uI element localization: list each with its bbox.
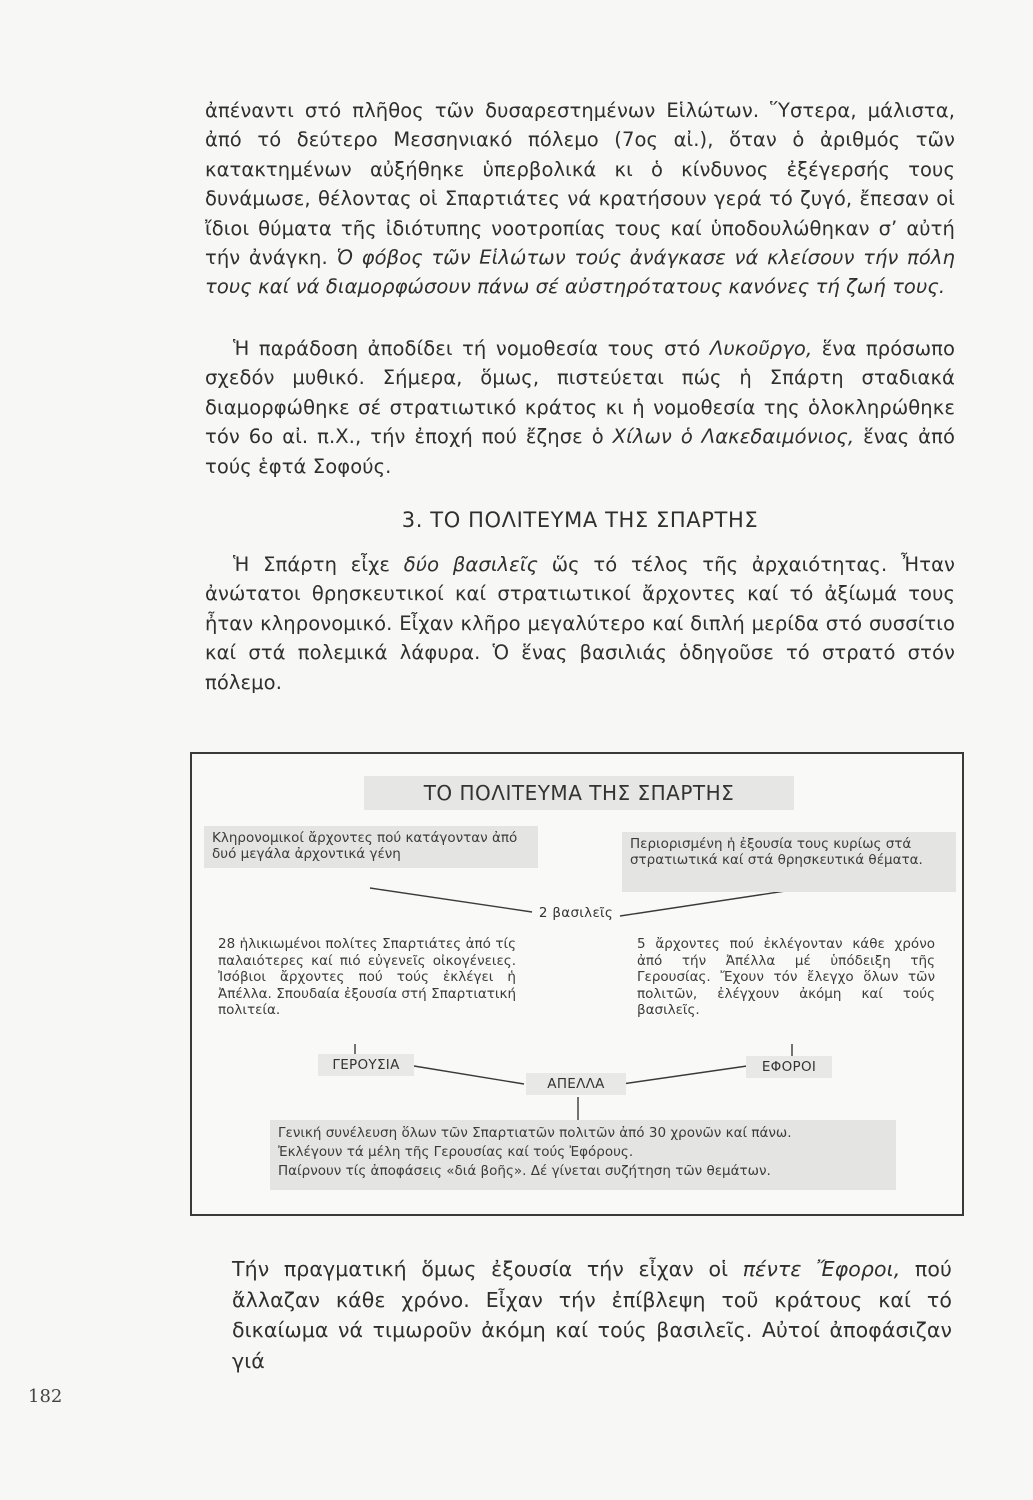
paragraph-helots-text: ἀπέναντι στό πλῆθος τῶν δυσαρεστημένων Εἱλώτων. Ὕστερα, μάλιστα, ἀπό τό δεύτερο Μεσσηνιακό πόλεμο (7ος αἰ.), ὅταν ὁ ἀριθμός τῶν κατακτημένων αὐξήθηκε ὑπερβολικά κι ὁ κίνδυνος ἐξέγερσής τους δυνάμωσε, θέλοντας οἱ Σπαρτιάτες νά κρατήσουν γερά τό ζυγό, ἔπεσαν οἱ ἴδιοι θύματα τῆς ἰδιότυπης νοοτροπίας τους καί ὑποδουλώθηκαν σ’ αὐτή τήν ἀνάγκη.	[205, 99, 955, 270]
apella-description-box	[270, 1120, 896, 1190]
apella-line-3: Παίρνουν τίς ἀποφάσεις «διά βοῆς». Δέ γίνεται συζήτηση τῶν θεμάτων.	[278, 1163, 771, 1179]
section-heading: 3. ΤΟ ΠΟΛΙΤΕΥΜΑ ΤΗΣ ΣΠΑΡΤΗΣ	[401, 508, 759, 532]
paragraph-legislation-text-c: ἕνας ἀπό τούς ἑφτά Σοφούς.	[205, 425, 955, 478]
paragraph-kings	[205, 550, 955, 697]
paragraph-ephors-text-b: πού ἄλλαζαν κάθε χρόνο. Εἶχαν τήν ἐπίβλεψη τοῦ κράτους καί τό δικαίωμα νά τιμωροῦν ἀκόμη καί τούς βασιλεῖς. Αὐτοί ἀποφάσιζαν γιά	[232, 1257, 952, 1373]
paragraph-helots	[205, 96, 955, 302]
apella-line-1: Γενική συνέλευση ὅλων τῶν Σπαρτιατῶν πολιτῶν ἀπό 30 χρονῶν καί πάνω.	[278, 1125, 792, 1141]
paragraph-ephors-text-a: Τήν πραγματική ὅμως ἐξουσία τήν εἶχαν οἱ	[232, 1257, 743, 1281]
paragraph-kings-text-a: Ἡ Σπάρτη εἶχε	[233, 553, 404, 576]
five-ephors-italic: πέντε Ἔφοροι,	[742, 1257, 901, 1281]
paragraph-legislation	[205, 334, 955, 481]
chilon-italic: Χίλων ὁ Λακεδαιμόνιος,	[612, 425, 855, 449]
gerousia-description: 28 ἡλικιωμένοι πολίτες Σπαρτιάτες ἀπό τίς παλαιότερες καί πιό εὐγενεῖς οἰκογένειες. Ἰσόβιοι ἄρχοντες πού τούς ἐκλέγει ἡ Ἀπέλλα. Σπουδαία ἐξουσία στή Σπαρτιατική πολιτεία.	[218, 936, 516, 1018]
page-number: 182	[28, 1386, 63, 1407]
constitution-diagram	[190, 752, 964, 1216]
kings-origin-box: Κληρονομικοί ἄρχοντες πού κατάγονταν ἀπό δυό μεγάλα ἀρχοντικά γένη	[204, 826, 538, 868]
apella-line-2: Ἐκλέγουν τά μέλη τῆς Γερουσίας καί τούς Ἐφόρους.	[278, 1144, 634, 1160]
paragraph-ephors	[232, 1254, 952, 1376]
ephors-description: 5 ἄρχοντες πού ἐκλέγονταν κάθε χρόνο ἀπό τήν Ἀπέλλα μέ ὑπόδειξη τῆς Γερουσίας. Ἔχουν τόν ἔλεγχο ὅλων τῶν πολιτῶν, ἐλέγχουν ἀκόμη καί τούς βασιλεῖς.	[637, 936, 935, 1018]
diagram-title: ΤΟ ΠΟΛΙΤΕΥΜΑ ΤΗΣ ΣΠΑΡΤΗΣ	[364, 776, 794, 810]
ephors-label: ΕΦΟΡΟΙ	[746, 1056, 832, 1078]
kings-power-box: Περιορισμένη ἡ ἐξουσία τους κυρίως στά στρατιωτικά καί στά θρησκευτικά θέματα.	[622, 832, 956, 892]
paragraph-helots-italic: Ὁ φόβος τῶν Εἱλώτων τούς ἀνάγκασε νά κλείσουν τήν πόλη τους καί νά διαμορφώσουν πάνω σέ αὐστηρότατους κανόνες τή ζωή τους.	[205, 246, 955, 299]
two-kings-italic: δύο βασιλεῖς	[403, 553, 539, 576]
paragraph-kings-text-b: ὥς τό τέλος τῆς ἀρχαιότητας. Ἦταν ἀνώτατοι θρησκευτικοί καί στρατιωτικοί ἄρχοντες καί τό ἀξίωμά τους ἦταν κληρονομικό. Εἶχαν κλῆρο μεγαλύτερο καί διπλή μερίδα στό συσσίτιο καί στά πολεμικά λάφυρα. Ὁ ἕνας βασιλιάς ὁδηγοῦσε τό στρατό στόν πόλεμο.	[205, 553, 956, 694]
lykourgos-italic: Λυκοῦργο,	[709, 337, 813, 360]
gerousia-label: ΓΕΡΟΥΣΙΑ	[318, 1054, 414, 1076]
apella-label: ΑΠΕΛΛΑ	[526, 1073, 626, 1095]
paragraph-legislation-text-b: ἕνα πρόσωπο σχεδόν μυθικό. Σήμερα, ὅμως, πιστεύεται πώς ἡ Σπάρτη σταδιακά διαμορφώθηκε σέ στρατιωτικό κράτος κι ἡ νομοθεσία της ὁλοκληρώθηκε τόν 6ο αἰ. π.Χ., τήν ἐποχή πού ἔζησε ὁ	[205, 337, 955, 449]
kings-label: 2 βασιλεῖς	[538, 905, 614, 921]
paragraph-legislation-text-a: Ἡ παράδοση ἀποδίδει τή νομοθεσία τους στό	[233, 337, 710, 360]
